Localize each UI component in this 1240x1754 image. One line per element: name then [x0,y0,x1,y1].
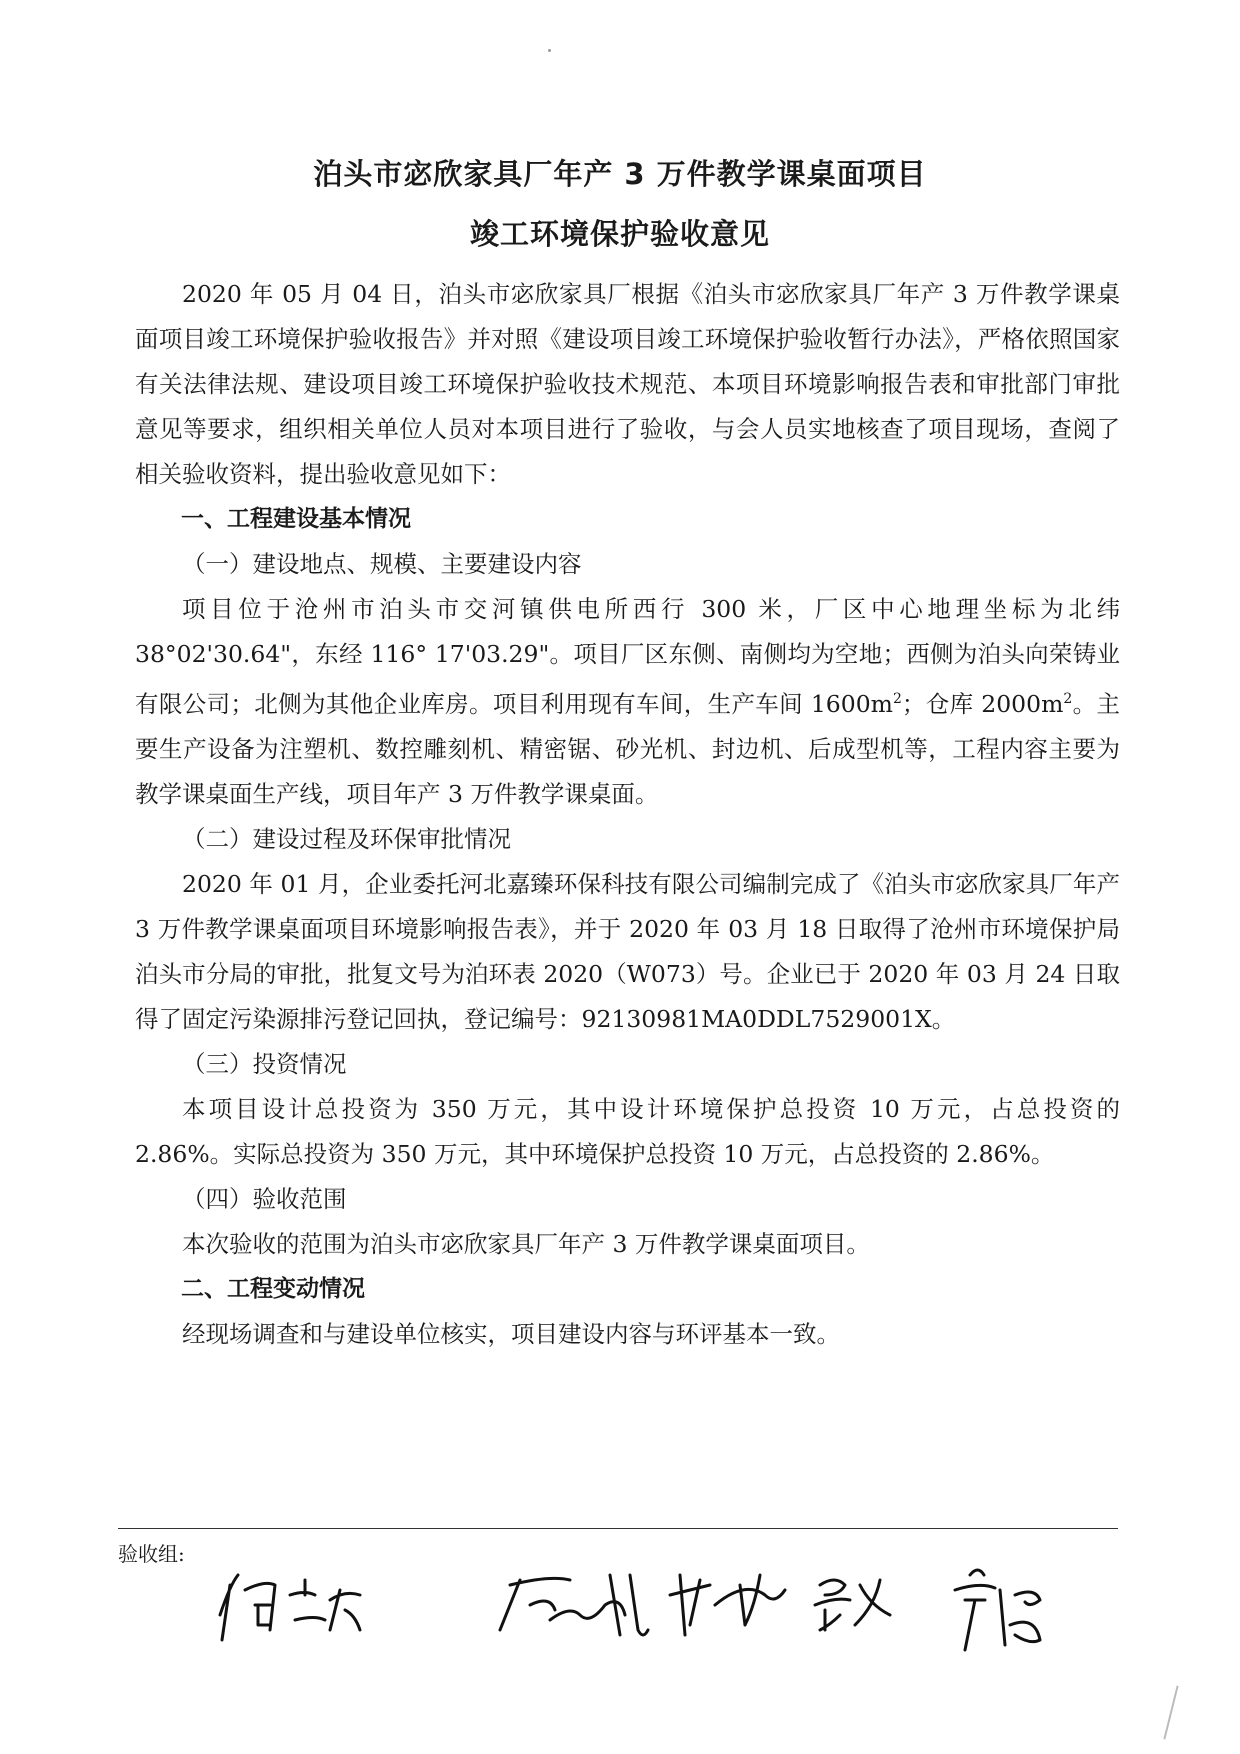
document-body [135,272,1120,1357]
section1-sub4-heading: （四）验收范围 [182,1184,347,1213]
document-subtitle: 竣工环境保护验收意见 [469,217,770,251]
intro-paragraph: 2020 年 05 月 04 日，泊头市宓欣家具厂根据《泊头市宓欣家具厂年产 3 万件教学课桌面项目竣工环境保护验收报告》并对照《建设项目竣工环境保护验收暂行办法》，严格依照国家有关法律法规、建设项目竣工环境保护验收技术规范、本项目环境影响报告表和审批部门审批意见等要求，组织相关单位人员对本项目进行了验收，与会人员实地核查了项目现场，查阅了相关验收资料，提出验收意见如下： [135,280,1120,488]
section1-sub1-heading: （一）建设地点、规模、主要建设内容 [182,550,582,578]
signature-label: 验收组: [118,1542,185,1566]
signature-1 [220,1575,360,1640]
section2-heading: 二、工程变动情况 [181,1275,365,1302]
section1-sub1-text: 项目位于沧州市泊头市交河镇供电所西行 300 米，厂区中心地理坐标为北纬 38°02'30.64"，东经 116° 17'03.29"。项目厂区东侧、南侧均为空地；西侧为泊头向荣铸业有限公司；北侧为其他企业库房。项目利用现有车间，生产车间 $1600m^2$；仓库 $2000m^2$。主要生产设备为注塑机、数控雕刻机、精密锯、砂光机、封边机、后成型机等，工程内容主要为教学课桌面生产线，项目年产 3 万件教学课桌面。 [135,595,1121,808]
section1-sub3-text: 本项目设计总投资为 350 万元，其中设计环境保护总投资 10 万元，占总投资的 2.86%。实际总投资为 350 万元，其中环境保护总投资 10 万元，占总投资的 2.86%。 [135,1094,1120,1168]
section1-sub2-heading: （二）建设过程及环保审批情况 [182,824,511,853]
signature-divider [118,1528,1118,1529]
signature-3 [670,1575,785,1635]
signature-4 [815,1580,890,1630]
section1-sub4-text: 本次验收的范围为泊头市宓欣家具厂年产 3 万件教学课桌面项目。 [182,1229,870,1258]
scan-margin-mark [1163,1686,1178,1740]
section1-sub2-text: 2020 年 01 月，企业委托河北嘉臻环保科技有限公司编制完成了《泊头市宓欣家具厂年产 3 万件教学课桌面项目环境影响报告表》，并于 2020 年 03 月 18 日取得了沧州市环境保护局泊头市分局的审批，批复文号为泊环表 2020（W073）号。企业已于 2020 年 03 月 24 日取得了固定污染源排污登记回执，登记编号：92130981MA0DDL7529001X。 [135,869,1120,1033]
signature-2 [500,1575,648,1635]
section1-heading: 一、工程建设基本情况 [181,506,411,532]
signature-5 [955,1570,1040,1650]
signature-area [200,1545,1140,1655]
handwritten-signatures [200,1545,1140,1655]
section2-text: 经现场调查和与建设单位核实，项目建设内容与环评基本一致。 [182,1319,840,1348]
scan-speck [548,49,551,52]
section1-sub3-heading: （三）投资情况 [182,1049,347,1078]
document-title: 泊头市宓欣家具厂年产 3 万件教学课桌面项目 [313,157,927,191]
